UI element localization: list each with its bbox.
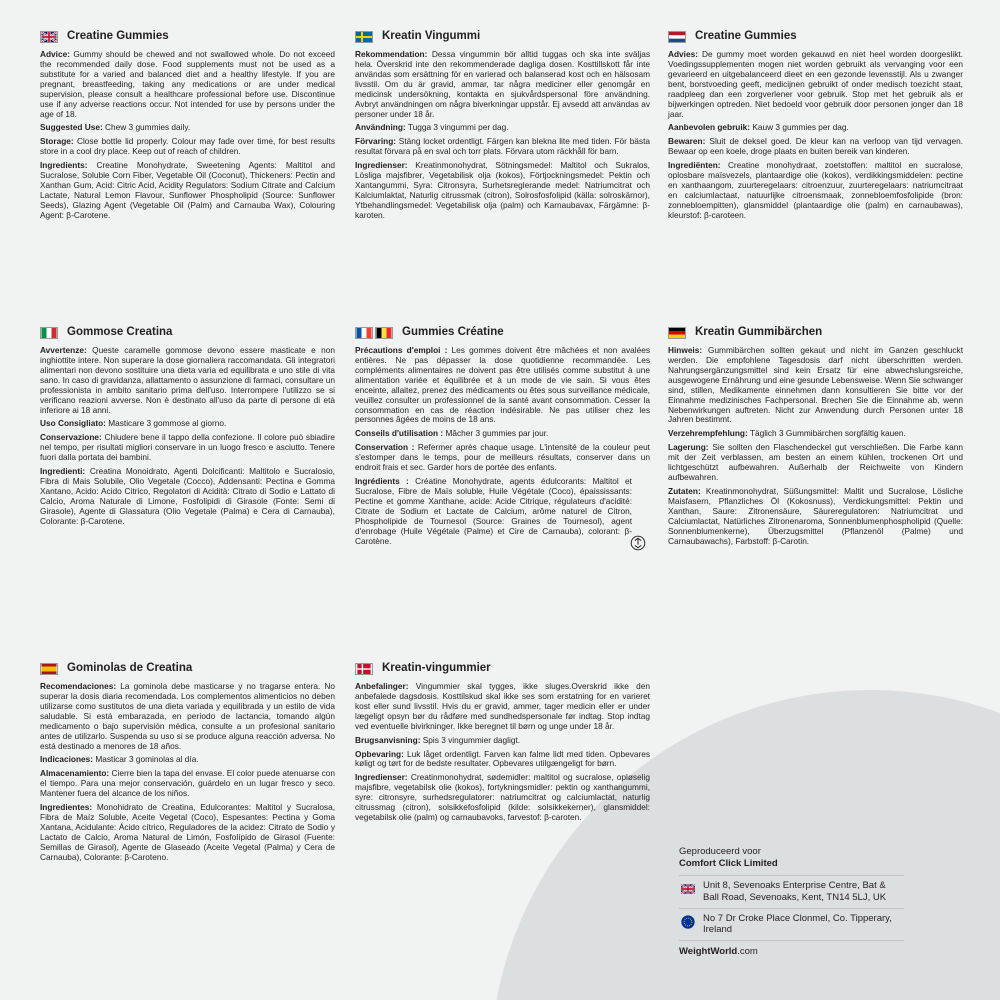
belgium-flag-icon (375, 327, 393, 339)
ingredients-paragraph: Ingredienser: Creatinmonohydrat, sødemidler: maltitol og sucralose, opløselig majsfibre, vegetabilsk olie (kokos), fortykningsmidler: pektin og xanthangummi, syre: citronsyre, surhedsregulatorer: natriumcitrat og calciumlactat, naturlig citrussmag (citron), solsikkefosfolipid (kilde: solsikkekerner), glansmiddel: vegetabilsk olie (palm) og carnaubavoks, farvestof: β-caroten. (355, 772, 650, 823)
eu-flag-icon (681, 915, 695, 929)
section-nl (668, 30, 963, 225)
title-text: Creatine Gummies (695, 30, 797, 42)
storage-paragraph: Conservation : Refermer après chaque usage. L'intensité de la couleur peut s'estomper dans le temps, pour de meilleurs résultats, conserver dans un endroit frais et sec. Garder hors de portée des enfants. (355, 442, 650, 473)
storage-paragraph: Opbevaring: Luk låget ordentligt. Farven kan falme lidt med tiden. Opbevares køligt og tørt for de bedste resultater. Opbevares utilgængeligt for børn. (355, 748, 650, 769)
use-paragraph: Suggested Use: Chew 3 gummies daily. (40, 122, 191, 133)
ingredients-paragraph: Ingredienti: Creatina Monoidrato, Agenti Dolcificanti: Maltitolo e Sucralosio, Fibra di Mais Solubile, Olio Vegetale (Cocco), Addensanti: Pectina e Gomma Xantano, Acido: Acido Citrico, Regolatori di Acidità: Citrato di Sodio e Lattato di Calcio, Aroma Naturale di Limone, Fosfolipidi di Girasole (Fonte: Semi di Girasole), Agente di Glassatura (Olio Vegetale (Palma) e Cera di Carnauba), Colorante: β-Carotene. (40, 466, 335, 527)
section-title (355, 326, 650, 340)
section-da (355, 662, 650, 827)
advice-paragraph: Hinweis: Gummibärchen sollten gekaut und nicht im Ganzen geschluckt werden. Die empfohlene Tagesdosis darf nicht überschritten werden. Nahrungsergänzungsmittel sind kein Ersatz für eine abwechslungsreiche, ausgewogene Ernährung und eine gesunde Lebensweise. Wenn Sie schwanger sind, stillen, Medikamente einnehmen dann konsultieren Sie bitte vor der Einnahme medizinisches Fachpersonal. Brechen Sie die Einnahme ab, wenn Nebenwirkungen auftreten. Nicht zur Anwendung durch Personen unter 18 Jahren bestimmt. (668, 344, 963, 425)
advice-paragraph: Précautions d'emploi : Les gommes doivent être mâchées et non avalées entières. Ne pas dépasser la dose quotidienne recommandée. Les compléments alimentaires ne doivent pas être utilisés comme substitut à une alimentation variée et équilibrée et à un mode de vie sain. Si vous êtes enceinte, allaitez, prenez des médicaments ou êtes sous surveillance médicale, veuillez consulter un professionnel de la santé avant consommation. Cesser la consommation en cas de réaction indésirable. Ne pas utiliser chez les personnes âgées de moins de 18 ans. (355, 344, 650, 425)
uk-address: Unit 8, Sevenoaks Enterprise Centre, Bat & Ball Road, Sevenoaks, Kent, TN14 5LJ, UK (703, 879, 887, 903)
title-text: Gummies Créatine (402, 326, 504, 338)
triman-recycle-icon (630, 535, 646, 551)
uk-flag-icon (40, 31, 60, 43)
storage-paragraph: Förvaring: Stäng locket ordentligt. Färgen kan blekna lite med tiden. För bästa resultat förvara på en sval och torr plats. Förvara utom räckhåll för barn. (355, 136, 650, 157)
use-paragraph: Verzehrempfehlung: Täglich 3 Gummibärchen sorgfältig kauen. (668, 428, 906, 439)
title-text: Creatine Gummies (67, 30, 169, 42)
uk-flag-icon (40, 31, 58, 43)
brand-suffix: .com (737, 946, 758, 958)
section-title (668, 326, 963, 340)
ingredients-paragraph: Ingredientes: Monohidrato de Creatina, Edulcorantes: Maltitol y Sucralosa, Fibra de Maíz Soluble, Aceite Vegetal (Coco), Espesantes: Pectina y Goma Xantana, Acidulante: Ácido cítrico, Reguladores de la acidez: Citrato de Sodio y Lactato de Calcio, Aroma Natural de Limón, Fosfolípido de Girasol (Fuente: Semillas de Girasol), Agente de Glaseado (Aceite Vegetal (Palma) y Cera de Carnauba), Colorante: β-Caroteno. (40, 802, 335, 863)
section-title (355, 30, 650, 44)
use-paragraph: Conseils d'utilisation : Mâcher 3 gummies par jour. (355, 428, 549, 439)
advice-paragraph: Avvertenze: Queste caramelle gommose devono essere masticate e non inghiottite intere. Non superare la dose giornaliera raccomandata. Gli integratori alimentari non devono sostituire una dieta varia ed equilibrata e uno stile di vita sano. In caso di gravidanza, allattamento o assunzione di farmaci, consultare un professionista in ambito sanitario prima dell'uso. Interrompere l'utilizzo se si verificano reazioni avverse. Non è destinato all'uso da parte di persone di età inferiore ai 18 anni. (40, 344, 335, 415)
ingredients-paragraph: Ingredients: Creatine Monohydrate, Sweetening Agents: Maltitol and Sucralose, Soluble Corn Fiber, Vegetable Oil (Coconut), Thickeners: Pectin and Xanthan Gum, Acid: Citric Acid, Acidity Regulators: Sodium Citrate and Calcium Lactate, Natural Lemon Flavour, Sunflower Phospholipid (Source: Sunflower Seeds), Glazing Agent (Vegetable Oil (Palm) and Carnauba Wax), Colouring Agent: β-Carotene. (40, 160, 335, 221)
storage-paragraph: Almacenamiento: Cierre bien la tapa del envase. El color puede atenuarse con el tiempo. Para una mejor conservación, guárdelo en un lugar fresco y seco. Mantener fuera del alcance de los niños. (40, 768, 335, 799)
italy-flag-icon (40, 327, 58, 339)
manufacturer-info (679, 846, 904, 958)
advice-paragraph: Rekommendation: Dessa vingummin bör alltid tuggas och ska inte sväljas hela. Överskrid inte den rekommenderade dagliga dosen. Kosttillskott får inte användas som ersättning för en varierad och balanserad kost och en hälsosam livsstil. Om du är gravid, ammar, tar några mediciner eller genomgår en medicinsk undersökning, kontakta en sjukvårdspersonal före användning. Avbryt användningen om några biverkningar uppstår. Ej avsedd att användas av personer under 18 år. (355, 48, 650, 119)
ingredients-paragraph: Ingrédients : Créatine Monohydrate, agents édulcorants: Maltitol et Sucralose, Fibre de Maïs soluble, Huile Végétale (Coco), épaississants: Pectine et gomme Xanthane, acide: Acide Citrique, régulateurs d'acidité: Citrate de Sodium et Lactate de Calcium, arôme naturel de Citron, Phospholipide de Tournesol (Source: Graines de Tournesol), agent d'enrobage (Huile Végétale (Palme) et Cire de Carnauba), colorant: β-Carotène. (355, 476, 632, 546)
storage-paragraph: Bewaren: Sluit de deksel goed. De kleur kan na verloop van tijd vervagen. Bewaar op een koele, droge plaats en buiten bereik van kinderen. (668, 136, 963, 157)
section-title (40, 326, 335, 340)
ingredients-paragraph: Zutaten: Kreatinmonohydrat, Süßungsmittel: Maltit und Sucralose, Lösliche Maisfasern, Pflanzliches Öl (Kokosnuss), Verdickungsmittel: Pektin und Xanthan, Saure: Zitronensäure, Säureregulatoren: Natriumcitrat und Calciumlactat, Natürliches Zitronenaroma, Sonnenblumenphospholipid (Quelle: Sonnenblumenkerne), Überzugsmittel (Pflanzenöl (Palme) und Carnaubawachs), Farbstoff: β-Carotin. (668, 486, 963, 546)
producer-block (679, 846, 904, 876)
uk-flag-icon (681, 882, 695, 896)
advice-paragraph: Recomendaciones: La gominola debe masticarse y no tragarse entera. No superar la dosis diaria recomendada. Los complementos alimenticios no deben utilizarse como sustitutos de una dieta variada y equilibrada y un estilo de vida saludable. Si está embarazada, en período de lactancia, tomando algún medicamento o bajo supervisión médica, consulte a un profesional sanitario antes de utilizarlo. Suspenda su uso si se produce alguna reacción adversa. No está destinado a menores de 18 años. (40, 680, 335, 751)
sweden-flag-icon (355, 31, 373, 43)
uk-address-row (679, 876, 904, 909)
advice-paragraph: Advice: Gummy should be chewed and not swallowed whole. Do not exceed the recommended daily dose. Food supplements must not be used as a substitute for a varied and balanced diet and a healthy lifestyle. If you are pregnant, breastfeeding, taking any medications or are under medical supervision, please consult a healthcare professional before use. Discontinue use if any adverse reactions occur. Not intended for use by persons under the age of 18. (40, 48, 335, 119)
produced-for-label: Geproduceerd voor (679, 846, 761, 857)
section-en (40, 30, 335, 225)
title-text: Gominolas de Creatina (67, 662, 193, 674)
use-paragraph: Brugsanvisning: Spis 3 vingummier dagligt. (355, 734, 521, 745)
advice-paragraph: Advies: De gummy moet worden gekauwd en niet heel worden doorgeslikt. Voedingssupplementen mogen niet worden gebruikt als vervanging voor een gevarieerd en uitgebalanceerd dieet en een gezonde levensstijl. Als u zwanger bent, borstvoeding geeft, medicijnen gebruikt of onder medisch toezicht staat, raadpleeg dan een zorgverlener voor gebruik. Stop met het gebruik als er bijwerkingen optreden. Niet bedoeld voor gebruik door personen jonger dan 18 jaar. (668, 48, 963, 119)
storage-paragraph: Lagerung: Sie sollten den Flaschendeckel gut verschließen. Die Farbe kann mit der Zeit verblassen, am besten an einem kühlen, trockenen Ort und lichtgeschützt aufbewahren. Außerhalb der Reichweite von Kindern aufbewahren. (668, 442, 963, 483)
germany-flag-icon (668, 327, 686, 339)
section-es (40, 662, 335, 867)
company-name: Comfort Click Limited (679, 857, 778, 869)
title-text: Kreatin Gummibärchen (695, 326, 823, 338)
use-paragraph: Aanbevolen gebruik: Kauw 3 gummies per dag. (668, 122, 849, 133)
title-text: Gommose Creatina (67, 326, 173, 338)
section-title (668, 30, 963, 44)
ingredients-paragraph: Ingredienser: Kreatinmonohydrat, Sötningsmedel: Maltitol och Sukralos, Lösliga majsfibrer, Vegetabilisk olja (kokos), Förtjockningsmedel: Pektin och Xantangummi, Syra: Citronsyra, Surhetsreglerande medel: Natriumcitrat och Kalciumlaktat, Naturlig citrussmak (citron), Solrosfosfolipid (källa: solroskärnor), Ytbehandlingsmedel: Vegetabilisk olja (palm) och Karnaubavax, Färgämne: β-karoten. (355, 160, 650, 221)
section-title (40, 662, 335, 676)
title-text: Kreatin-vingummier (382, 662, 491, 674)
use-paragraph: Användning: Tugga 3 vingummi per dag. (355, 122, 509, 133)
brand-logo (679, 941, 904, 958)
ingredients-paragraph: Ingrediënten: Creatine monohydraat, zoetstoffen: maltitol en sucralose, oplosbare maïsvezels, plantaardige olie (kokos), verdikkingsmiddelen: pectine en xanthaangom, zuurteregelaars: citroenzuur, zuurteregelaars: natriumcitraat en calciumlactaat, natuurlijke citroensmaak, zonnebloemfosfolipide (bron: zonnebloempitten), glansmiddel (plantaardige olie (palm) en carnaubawas), kleurstof: β-caroteen. (668, 160, 963, 221)
advice-paragraph: Anbefalinger: Vingummier skal tygges, ikke sluges.Overskrid ikke den anbefalede dagsdosis. Kosttilskud skal ikke ses som erstatning for en varieret kost eller sund livsstil. Hvis du er gravid, ammer, tager medicin eller er under lægeligt opsyn bør du rådføre med sundhedspersonale før indtag. Stop indtag ved eventuelle bivirkninger. Ikke beregnet til børn og unge under 18 år. (355, 680, 650, 731)
section-title (355, 662, 650, 676)
ie-address: No 7 Dr Croke Place Clonmel, Co. Tipperary, Ireland (703, 912, 892, 936)
section-it (40, 326, 335, 531)
storage-paragraph: Storage: Close bottle lid properly. Colour may fade over time, for best results store in a cool dry place. Keep out of reach of children. (40, 136, 335, 157)
section-fr (355, 326, 650, 551)
brand-name: WeightWorld (679, 946, 738, 958)
netherlands-flag-icon (668, 31, 686, 43)
denmark-flag-icon (355, 663, 373, 675)
section-de (668, 326, 963, 551)
ie-address-row (679, 909, 904, 942)
title-text: Kreatin Vingummi (382, 30, 481, 42)
use-paragraph: Indicaciones: Masticar 3 gominolas al día. (40, 754, 199, 765)
section-sv (355, 30, 650, 225)
storage-paragraph: Conservazione: Chiudere bene il tappo della confezione. Il colore può sbiadire nel tempo, per risultati migliori conservare in un luogo fresco e asciutto. Tenere fuori dalla portata dei bambini. (40, 432, 335, 463)
section-title (40, 30, 335, 44)
use-paragraph: Uso Consigliato: Masticare 3 gommose al giorno. (40, 418, 227, 429)
spain-flag-icon (40, 663, 58, 675)
france-flag-icon (355, 327, 373, 339)
